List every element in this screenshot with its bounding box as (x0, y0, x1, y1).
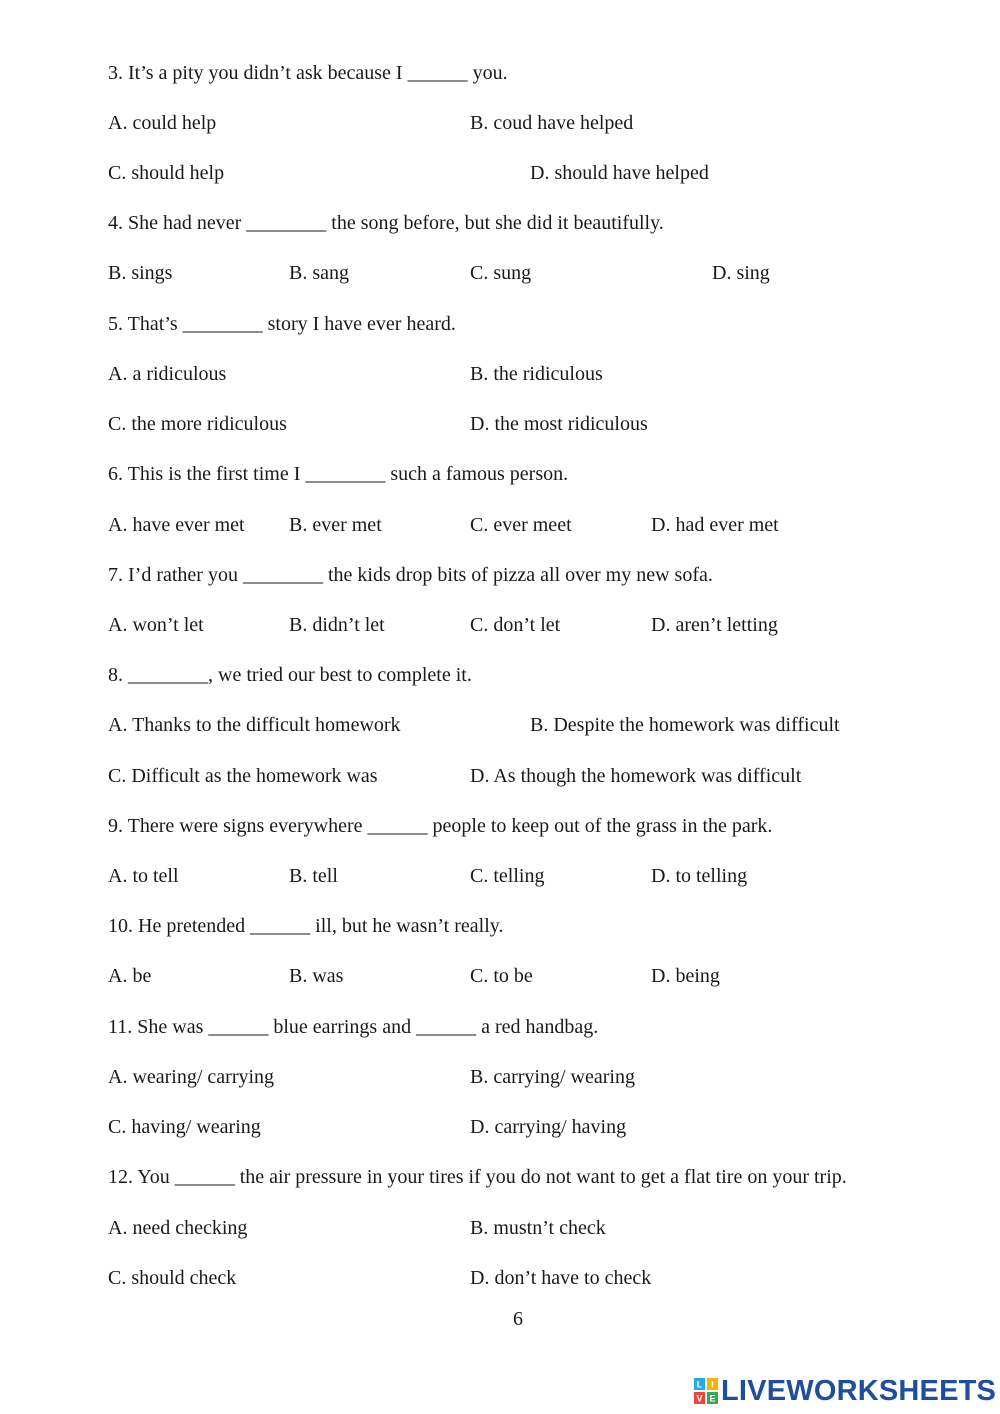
question-5-stem: 5. That’s ________ story I have ever heard. (108, 313, 456, 335)
question-12-option-a: A. need checking (108, 1217, 248, 1239)
question-7-option-c: C. don’t let (470, 614, 561, 636)
question-11-option-c: C. having/ wearing (108, 1116, 261, 1138)
liveworksheets-logo-icon (693, 1377, 719, 1405)
question-7-option-b: B. didn’t let (289, 614, 385, 636)
question-3-option-b: B. coud have helped (470, 112, 634, 134)
question-11-option-d: D. carrying/ having (470, 1116, 627, 1138)
question-12-option-c: C. should check (108, 1267, 237, 1289)
question-3-stem: 3. It’s a pity you didn’t ask because I ______ you. (108, 62, 508, 84)
question-7-stem: 7. I’d rather you ________ the kids drop bits of pizza all over my new sofa. (108, 564, 713, 586)
liveworksheets-brand (693, 1374, 996, 1408)
question-9-option-a: A. to tell (108, 865, 179, 887)
question-9-option-d: D. to telling (651, 865, 748, 887)
question-6-option-a: A. have ever met (108, 514, 245, 536)
question-8-option-d: D. As though the homework was difficult (470, 765, 802, 787)
svg-text:L: L (696, 1379, 703, 1390)
question-12-option-d: D. don’t have to check (470, 1267, 652, 1289)
question-9-stem: 9. There were signs everywhere ______ people to keep out of the grass in the park. (108, 815, 773, 837)
question-10-option-d: D. being (651, 965, 720, 987)
question-8-option-a: A. Thanks to the difficult homework (108, 714, 401, 736)
svg-text:V: V (696, 1393, 703, 1404)
question-8-option-c: C. Difficult as the homework was (108, 765, 378, 787)
question-10-option-a: A. be (108, 965, 152, 987)
page-number: 6 (513, 1308, 523, 1330)
brand-text: LIVEWORKSHEETS (721, 1374, 997, 1407)
question-9-option-c: C. telling (470, 865, 545, 887)
question-10-option-c: C. to be (470, 965, 533, 987)
question-8-stem: 8. ________, we tried our best to complete it. (108, 664, 472, 686)
question-7-option-a: A. won’t let (108, 614, 204, 636)
question-3-option-a: A. could help (108, 112, 217, 134)
question-11-stem: 11. She was ______ blue earrings and ______ a red handbag. (108, 1016, 599, 1038)
question-4-option-c: C. sung (470, 262, 532, 284)
question-9-option-b: B. tell (289, 865, 338, 887)
question-6-option-b: B. ever met (289, 514, 382, 536)
question-4-option-d: D. sing (712, 262, 770, 284)
question-7-option-d: D. aren’t letting (651, 614, 778, 636)
question-3-option-d: D. should have helped (530, 162, 709, 184)
svg-text:E: E (709, 1393, 716, 1404)
question-8-option-b: B. Despite the homework was difficult (530, 714, 840, 736)
question-5-option-d: D. the most ridiculous (470, 413, 648, 435)
question-12-option-b: B. mustn’t check (470, 1217, 606, 1239)
question-6-stem: 6. This is the first time I ________ such a famous person. (108, 463, 569, 485)
question-5-option-b: B. the ridiculous (470, 363, 603, 385)
question-6-option-c: C. ever meet (470, 514, 572, 536)
question-10-option-b: B. was (289, 965, 344, 987)
question-6-option-d: D. had ever met (651, 514, 779, 536)
question-4-option-b: B. sang (289, 262, 349, 284)
question-4-option-a: B. sings (108, 262, 173, 284)
question-5-option-a: A. a ridiculous (108, 363, 227, 385)
question-4-stem: 4. She had never ________ the song before, but she did it beautifully. (108, 212, 664, 234)
svg-text:I: I (711, 1379, 714, 1390)
question-3-option-c: C. should help (108, 162, 225, 184)
question-10-stem: 10. He pretended ______ ill, but he wasn’t really. (108, 915, 504, 937)
question-11-option-a: A. wearing/ carrying (108, 1066, 275, 1088)
question-5-option-c: C. the more ridiculous (108, 413, 287, 435)
question-11-option-b: B. carrying/ wearing (470, 1066, 635, 1088)
question-12-stem: 12. You ______ the air pressure in your tires if you do not want to get a flat tire on your trip. (108, 1166, 847, 1188)
